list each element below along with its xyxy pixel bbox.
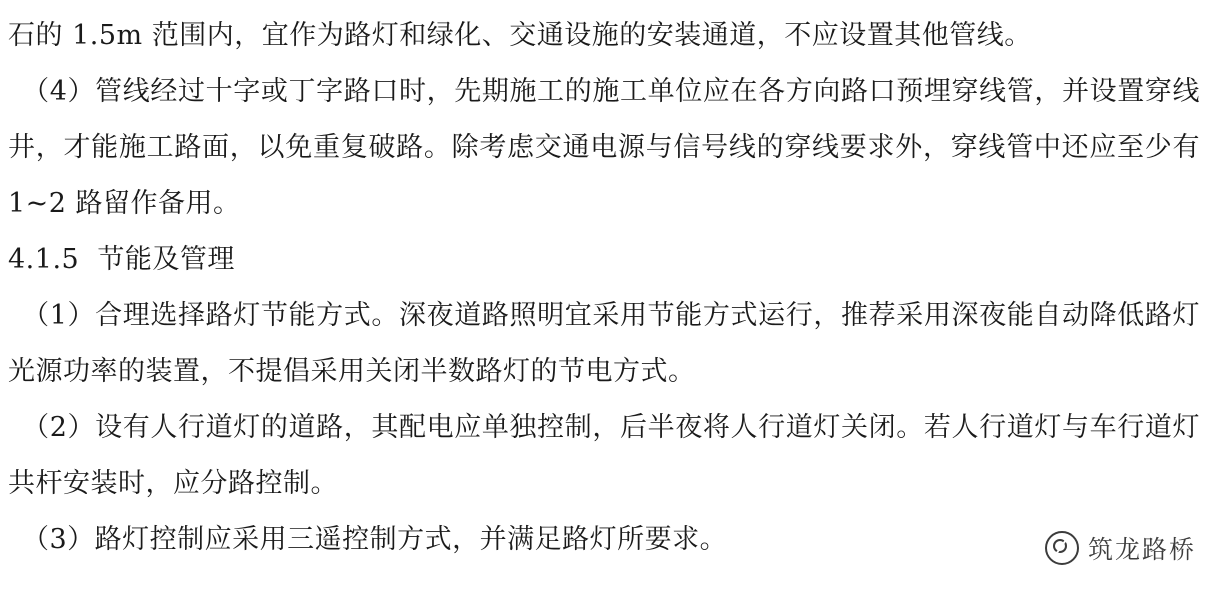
paragraph-continued-1-5m: 石的 1.5m 范围内，宜作为路灯和绿化、交通设施的安装通道，不应设置其他管线。	[8, 20, 1032, 51]
paragraph-item-1: （1）合理选择路灯节能方式。深夜道路照明宜采用节能方式运行，推荐采用深夜能自动降低路灯光源功率的装置，不提倡采用关闭半数路灯的节电方式。	[8, 300, 1200, 387]
section-heading-4-1-5: 4.1.5 节能及管理	[8, 244, 235, 275]
paragraph-item-4: （4）管线经过十字或丁字路口时，先期施工的施工单位应在各方向路口预埋穿线管，并设置穿线井，才能施工路面，以免重复破路。除考虑交通电源与信号线的穿线要求外，穿线管中还应至少有 1~2 路留作备用。	[8, 76, 1210, 219]
watermark-label: 筑龙路桥	[1087, 536, 1196, 564]
paragraph-item-2: （2）设有人行道灯的道路，其配电应单独控制，后半夜将人行道灯关闭。若人行道灯与车行道灯共杆安装时，应分路控制。	[8, 412, 1200, 499]
paragraph-item-3: （3）路灯控制应采用三遥控制方式，并满足路灯所要求。	[8, 524, 728, 555]
document-body	[8, 8, 1210, 568]
watermark	[1045, 530, 1196, 566]
zhulong-circle-logo-icon	[1045, 531, 1079, 565]
